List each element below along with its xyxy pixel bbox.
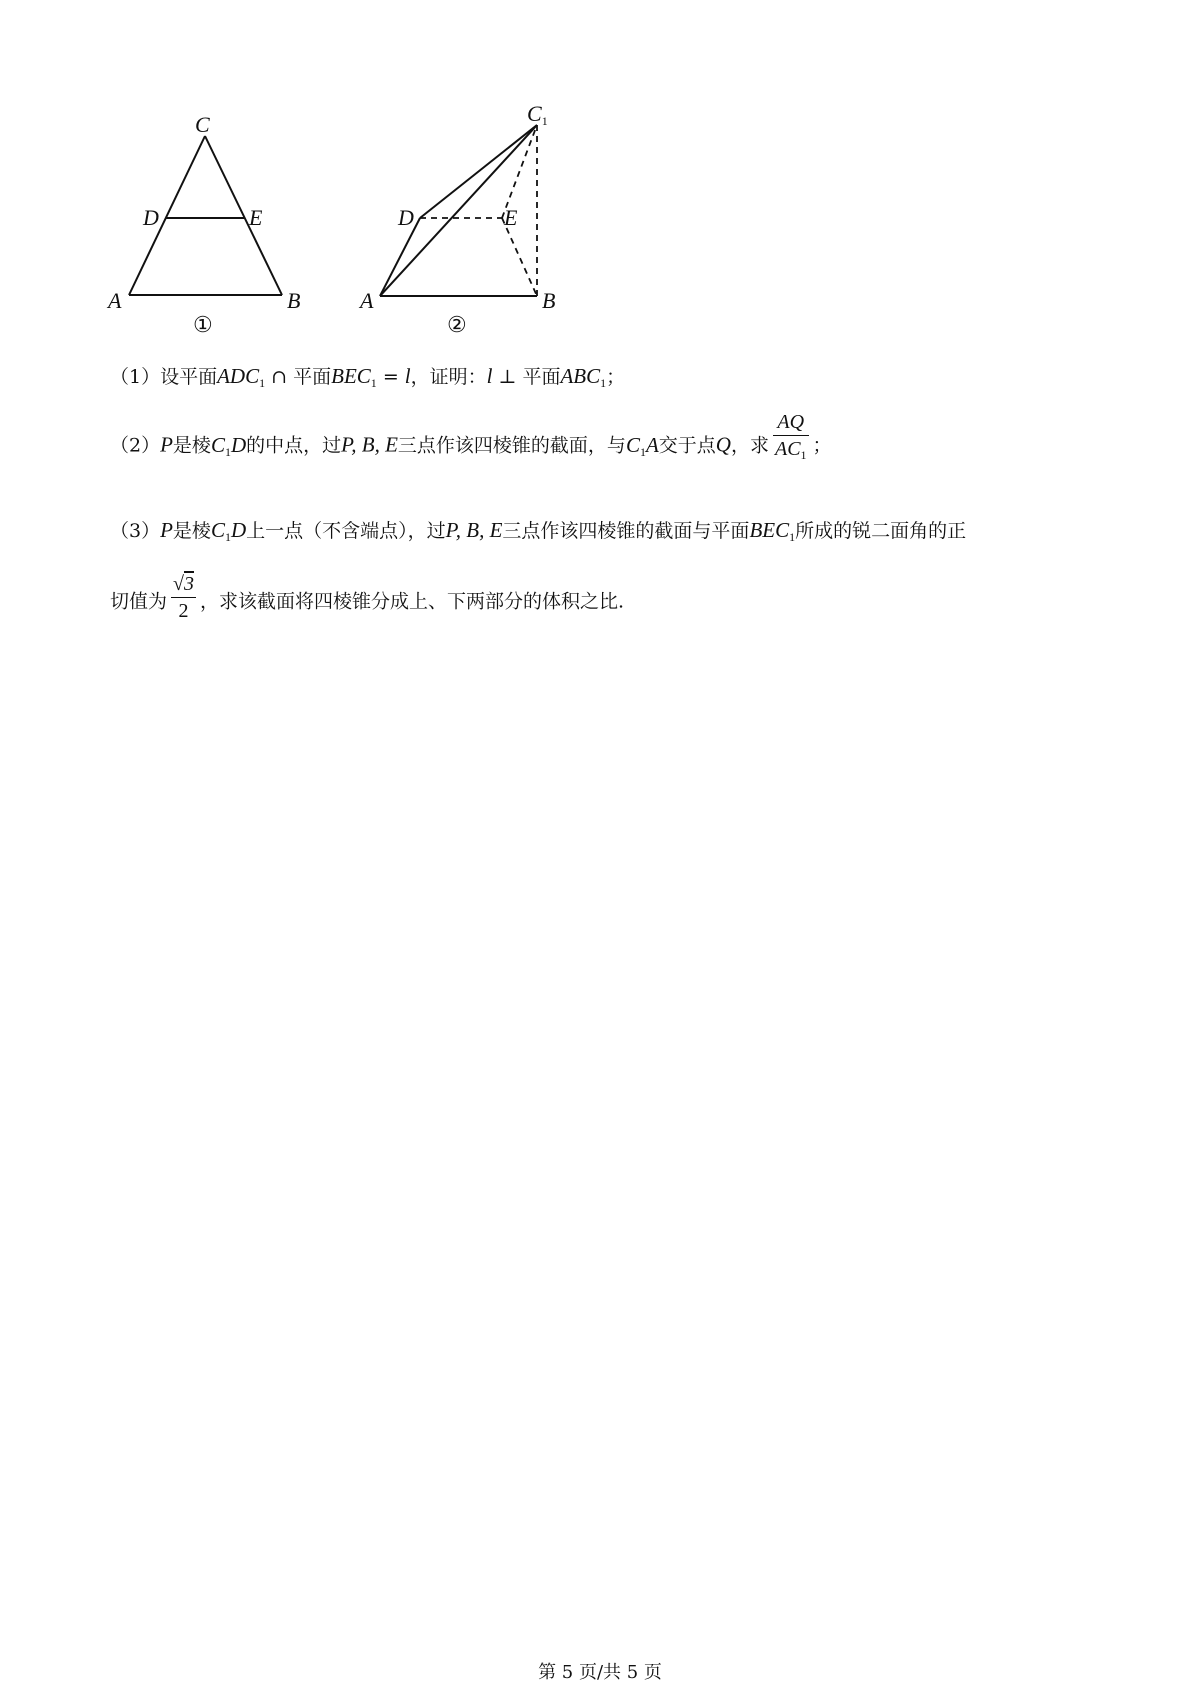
q1-text-2: 平面: [293, 366, 332, 388]
page-footer: 第 5 页/共 5 页: [538, 1662, 662, 1683]
q2-point-q: Q: [715, 432, 731, 457]
figures: [0, 0, 1200, 340]
q3-text-5: 切值为: [110, 590, 168, 613]
q2-number: （2）: [110, 434, 161, 457]
q3-text-3: 三点作该四棱锥的截面与平面: [502, 520, 750, 542]
question-3-continued: [110, 573, 625, 622]
q1-plane-adc1: $ADC_1$: [217, 364, 266, 390]
q2-text-2: 的中点，过: [246, 434, 342, 457]
q3-points-pbe: P, B, E: [445, 518, 503, 542]
question-1: [110, 366, 625, 389]
fig2-label-D: D: [398, 205, 414, 230]
q2-text-3: 三点作该四棱锥的截面，与: [397, 434, 626, 457]
q3-text-4: 所成的锐二面角的正: [795, 520, 967, 542]
question-2: [110, 411, 832, 462]
q3-plane-bec1: $BEC_1$: [749, 518, 796, 544]
q1-number: （1）: [110, 366, 161, 388]
q2-edge-c1a: $C_1A$: [625, 432, 659, 459]
fig1-label-D: D: [143, 205, 159, 230]
q3-text: 是棱: [172, 520, 211, 542]
q1-perp-symbol: ⊥: [492, 366, 523, 388]
q2-text-5: ，求: [730, 434, 769, 457]
fig1-label-B: B: [287, 288, 301, 313]
figure-2-hidden: [420, 125, 537, 296]
edge-BC: [205, 136, 282, 295]
q3-fraction: $\frac{√3}{2}$: [173, 573, 194, 622]
fig1-caption: ①: [193, 312, 213, 337]
fig2-label-C1: C1: [527, 101, 548, 128]
q1-line-l-2: l: [486, 364, 493, 388]
question-3: [110, 520, 966, 543]
q1-equals: =: [376, 366, 405, 388]
fig1-label-A: A: [108, 288, 122, 313]
q1-text-3: ，证明：: [410, 366, 487, 388]
q3-text-6: ，求该截面将四棱锥分成上、下两部分的体积之比.: [200, 590, 625, 613]
q1-line-l: l: [404, 364, 411, 388]
q1-end: ；: [606, 366, 626, 388]
q2-points-pbe: P, B, E: [341, 432, 398, 457]
q3-point-p: P: [160, 518, 173, 542]
q1-plane-abc1: $ABC_1$: [560, 364, 607, 390]
fig2-caption: ②: [447, 312, 467, 337]
q2-fraction: $\frac{AQ}{AC_1}$: [774, 411, 807, 462]
fig1-label-E: E: [249, 205, 263, 230]
fig1-label-C: C: [195, 112, 210, 137]
q2-text-4: 交于点: [658, 434, 716, 457]
q1-text: 设平面: [160, 366, 218, 388]
edge-AC: [129, 136, 205, 295]
q3-number: （3）: [110, 520, 161, 542]
q2-end: ；: [812, 434, 832, 457]
q3-text-2: 上一点（不含端点），过: [246, 520, 446, 542]
fig2-label-E: E: [504, 205, 518, 230]
q2-edge-c1d: $C_1D$: [210, 432, 247, 459]
q1-text-4: 平面: [522, 366, 561, 388]
q1-intersect-symbol: ∩: [265, 366, 294, 388]
q2-point-p: P: [160, 432, 173, 457]
q2-text: 是棱: [172, 434, 211, 457]
fig2-label-B: B: [542, 288, 556, 313]
q1-plane-bec1: $BEC_1$: [331, 364, 377, 390]
q3-edge-c1d: $C_1D$: [210, 518, 247, 544]
fig2-label-A: A: [360, 288, 374, 313]
